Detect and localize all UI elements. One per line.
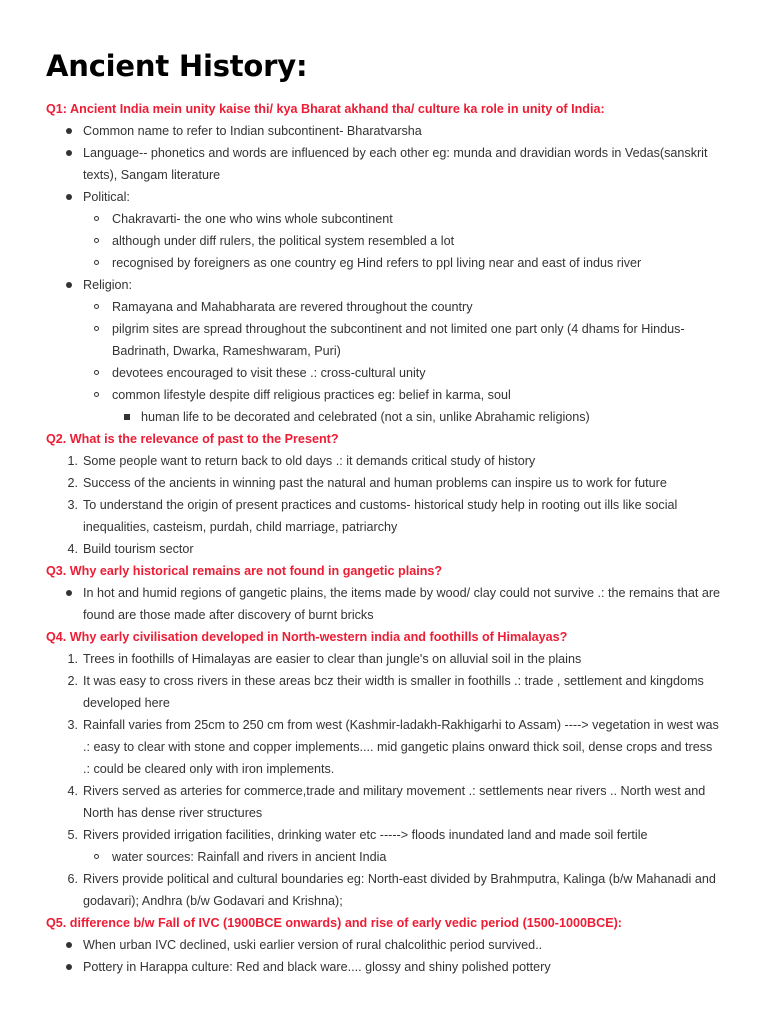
sub-list-item: Ramayana and Mahabharata are revered throughout the country xyxy=(46,296,722,318)
sub-list-item: common lifestyle despite diff religious practices eg: belief in karma, soul xyxy=(46,384,722,406)
item-number: 5. xyxy=(67,828,78,842)
q2-list xyxy=(46,450,722,560)
sub-list-item: water sources: Rainfall and rivers in ancient India xyxy=(46,846,722,868)
item-text: To understand the origin of present practices and customs- historical study help in rooting out ills like social inequalities, casteism, purdah, child marriage, patriarchy xyxy=(83,498,678,534)
sub-list-item: recognised by foreigners as one country eg Hind refers to ppl living near and east of indus river xyxy=(46,252,722,274)
item-number: 1. xyxy=(67,652,78,666)
q4-list xyxy=(46,648,722,912)
numbered-item xyxy=(46,648,722,670)
item-number: 2. xyxy=(67,674,78,688)
item-text: Trees in foothills of Himalayas are easier to clear than jungle's on alluvial soil in the plains xyxy=(83,652,582,666)
numbered-item xyxy=(46,780,722,824)
list-item: When urban IVC declined, uski earlier version of rural chalcolithic period survived.. xyxy=(46,934,722,956)
numbered-item xyxy=(46,714,722,780)
item-text: Rivers provide political and cultural boundaries eg: North-east divided by Brahmputra, Kalinga (b/w Mahanadi and godavari); Andhra (b/w Godavari and Krishna); xyxy=(83,872,716,908)
list-item: Pottery in Harappa culture: Red and black ware.... glossy and shiny polished pottery xyxy=(46,956,722,978)
q1-list xyxy=(46,120,722,428)
item-text: It was easy to cross rivers in these areas bcz their width is smaller in foothills .: trade , settlement and kingdoms developed here xyxy=(83,674,704,710)
item-text: Rainfall varies from 25cm to 250 cm from west (Kashmir-ladakh-Rakhigarhi to Assam) ----> vegetation in west was .: easy to clear with stone and copper implements.... mid gangetic plains onward thick soil, dense crops and tress .: could be cleared only with iron implements. xyxy=(83,718,719,776)
sub-list-item: Chakravarti- the one who wins whole subcontinent xyxy=(46,208,722,230)
item-number: 3. xyxy=(67,498,78,512)
list-item: Language-- phonetics and words are influenced by each other eg: munda and dravidian words in Vedas(sanskrit texts), Sangam literature xyxy=(46,142,722,186)
q3-list xyxy=(46,582,722,626)
numbered-item xyxy=(46,670,722,714)
question-heading-q4: Q4. Why early civilisation developed in North-western india and foothills of Himalayas? xyxy=(46,630,568,644)
list-item: Religion: xyxy=(46,274,722,296)
item-number: 2. xyxy=(67,476,78,490)
item-text: Rivers provided irrigation facilities, drinking water etc -----> floods inundated land and made soil fertile xyxy=(83,828,648,842)
numbered-item xyxy=(46,472,722,494)
item-text: Some people want to return back to old days .: it demands critical study of history xyxy=(83,454,536,468)
item-text: Rivers served as arteries for commerce,trade and military movement .: settlements near rivers .. North west and North has dense river structures xyxy=(83,784,706,820)
question-heading-q2: Q2. What is the relevance of past to the Present? xyxy=(46,432,339,446)
item-number: 4. xyxy=(67,784,78,798)
sub-sub-list-item: human life to be decorated and celebrated (not a sin, unlike Abrahamic religions) xyxy=(46,406,722,428)
numbered-item xyxy=(46,824,722,846)
item-number: 6. xyxy=(67,872,78,886)
item-text: Build tourism sector xyxy=(83,542,194,556)
list-item: In hot and humid regions of gangetic plains, the items made by wood/ clay could not survive .: the remains that are found are those made after discovery of burnt bricks xyxy=(46,582,722,626)
list-item: Political: xyxy=(46,186,722,208)
numbered-item xyxy=(46,450,722,472)
sub-list-item: devotees encouraged to visit these .: cross-cultural unity xyxy=(46,362,722,384)
numbered-item xyxy=(46,494,722,538)
item-text: Success of the ancients in winning past the natural and human problems can inspire us to work for future xyxy=(83,476,667,490)
item-number: 4. xyxy=(67,542,78,556)
numbered-item xyxy=(46,538,722,560)
page-title: Ancient History: xyxy=(46,49,308,83)
question-heading-q5: Q5. difference b/w Fall of IVC (1900BCE onwards) and rise of early vedic period (1500-1000BCE): xyxy=(46,916,622,930)
item-number: 3. xyxy=(67,718,78,732)
q5-list xyxy=(46,934,722,978)
sub-list-item: although under diff rulers, the political system resembled a lot xyxy=(46,230,722,252)
question-heading-q3: Q3. Why early historical remains are not found in gangetic plains? xyxy=(46,564,443,578)
list-item: Common name to refer to Indian subcontinent- Bharatvarsha xyxy=(46,120,722,142)
sub-list-item: pilgrim sites are spread throughout the subcontinent and not limited one part only (4 dhams for Hindus- Badrinath, Dwarka, Rameshwaram, Puri) xyxy=(46,318,722,362)
numbered-item xyxy=(46,868,722,912)
question-heading-q1: Q1: Ancient India mein unity kaise thi/ kya Bharat akhand tha/ culture ka role in unity of India: xyxy=(46,102,605,116)
item-number: 1. xyxy=(67,454,78,468)
